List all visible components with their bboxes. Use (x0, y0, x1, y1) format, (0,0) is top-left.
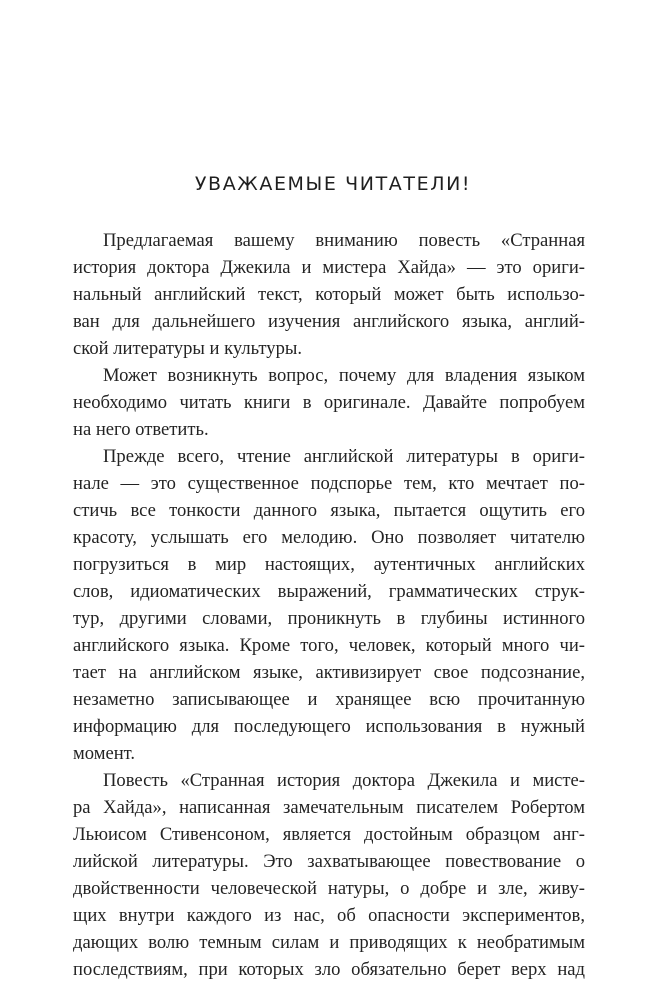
text-line: ра Хайда», написанная замечательным писателем Робертом (73, 797, 585, 818)
paragraph (73, 362, 585, 443)
text-line: история доктора Джекила и мистера Хайда» — это ориги- (73, 257, 585, 278)
text-line: Повесть «Странная история доктора Джекила и мисте- (103, 770, 585, 791)
text-line: слов, идиоматических выражений, грамматических струк- (73, 581, 585, 602)
text-line: последствиям, при которых зло обязательно берет верх над (73, 959, 585, 980)
text-line: Может возникнуть вопрос, почему для владения языком (103, 365, 585, 386)
paragraph (73, 767, 585, 983)
paragraph (73, 227, 585, 362)
text-line: незаметно записывающее и хранящее всю прочитанную (73, 689, 585, 710)
text-line: Льюисом Стивенсоном, является достойным образцом анг- (73, 824, 585, 845)
text-line: дающих волю темным силам и приводящих к необратимым (73, 932, 585, 953)
text-line: красоту, услышать его мелодию. Оно позволяет читателю (73, 527, 585, 548)
text-line: нальный английский текст, который может быть использо- (73, 284, 585, 305)
text-line: Прежде всего, чтение английской литературы в ориги- (103, 446, 585, 467)
text-line: нале — это существенное подспорье тем, кто мечтает по- (73, 473, 585, 494)
text-line: необходимо читать книги в оригинале. Давайте попробуем (73, 392, 585, 413)
text-line: стичь все тонкости данного языка, пытается ощутить его (73, 500, 585, 521)
text-line: ской литературы и культуры. (73, 338, 303, 359)
text-line: информацию для последующего использования в нужный (73, 716, 585, 737)
text-line: двойственности человеческой натуры, о добре и зле, живу- (73, 878, 585, 899)
text-line: момент. (73, 743, 136, 764)
page-heading: УВАЖАЕМЫЕ ЧИТАТЕЛИ! (194, 173, 472, 195)
text-line: английского языка. Кроме того, человек, который много чи- (73, 635, 585, 656)
body-text (73, 227, 585, 983)
text-line: тур, другими словами, проникнуть в глубины истинного (73, 608, 585, 629)
text-line: щих внутри каждого из нас, об опасности экспериментов, (73, 905, 585, 926)
text-line: погрузиться в мир настоящих, аутентичных английских (73, 554, 585, 575)
text-line: тает на английском языке, активизирует свое подсознание, (73, 662, 585, 683)
paragraph (73, 443, 585, 767)
text-line: лийской литературы. Это захватывающее повествование о (73, 851, 585, 872)
text-line: ван для дальнейшего изучения английского языка, англий- (73, 311, 585, 332)
text-line: на него ответить. (73, 419, 209, 440)
text-line: Предлагаемая вашему вниманию повесть «Странная (103, 230, 585, 251)
